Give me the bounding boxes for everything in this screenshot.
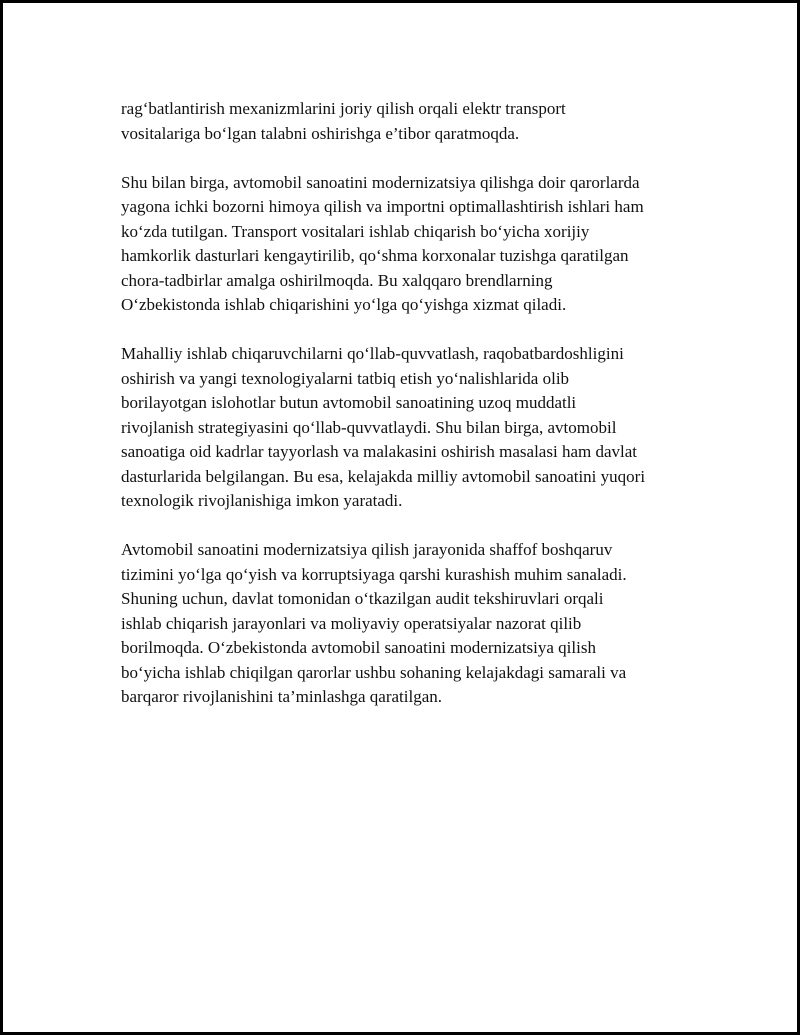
text-line: texnologik rivojlanishiga imkon yaratadi. xyxy=(121,491,403,510)
text-line: sanoatiga oid kadrlar tayyorlash va malakasini oshirish masalasi ham davlat xyxy=(121,442,637,461)
text-line: Shuning uchun, davlat tomonidan o‘tkazilgan audit tekshiruvlari orqali xyxy=(121,589,604,608)
text-line: dasturlarida belgilangan. Bu esa, kelajakda milliy avtomobil sanoatini yuqori xyxy=(121,466,646,486)
text-line: rivojlanish strategiyasini qo‘llab-quvvatlaydi. Shu bilan birga, avtomobil xyxy=(121,417,617,437)
text-line: vositalariga bo‘lgan talabni oshirishga e’tibor qaratmoqda. xyxy=(121,123,520,143)
text-line: chora-tadbirlar amalga oshirilmoqda. Bu xalqqaro brendlarning xyxy=(121,270,553,290)
paragraph-1 xyxy=(121,97,711,146)
text-line: borilayotgan islohotlar butun avtomobil sanoatining uzoq muddatli xyxy=(121,393,577,412)
text-line: rag‘batlantirish mexanizmlarini joriy qilish orqali elektr transport xyxy=(121,99,566,118)
text-line: Mahalliy ishlab chiqaruvchilarni qo‘llab-quvvatlash, raqobatbardoshligini xyxy=(121,344,624,363)
text-line: O‘zbekistonda ishlab chiqarishini yo‘lga qo‘yishga xizmat qiladi. xyxy=(121,295,567,314)
text-line: ishlab chiqarish jarayonlari va moliyaviy operatsiyalar nazorat qilib xyxy=(121,613,582,633)
text-line: yagona ichki bozorni himoya qilish va importni optimallashtirish ishlari ham xyxy=(121,197,644,216)
text-line: barqaror rivojlanishini ta’minlashga qaratilgan. xyxy=(121,687,443,706)
paragraph-4 xyxy=(121,538,711,710)
text-line: ko‘zda tutilgan. Transport vositalari ishlab chiqarish bo‘yicha xorijiy xyxy=(121,221,590,241)
text-line: borilmoqda. O‘zbekistonda avtomobil sanoatini modernizatsiya qilish xyxy=(121,638,596,657)
text-line: hamkorlik dasturlari kengaytirilib, qo‘shma korxonalar tuzishga qaratilgan xyxy=(121,246,629,265)
text-line: oshirish va yangi texnologiyalarni tatbiq etish yo‘nalishlarida olib xyxy=(121,368,570,388)
text-line: Avtomobil sanoatini modernizatsiya qilish jarayonida shaffof boshqaruv xyxy=(121,540,613,559)
text-line: Shu bilan birga, avtomobil sanoatini modernizatsiya qilishga doir qarorlarda xyxy=(121,172,640,192)
document-body xyxy=(121,97,711,734)
text-line: tizimini yo‘lga qo‘yish va korruptsiyaga qarshi kurashish muhim sanaladi. xyxy=(121,564,627,584)
paragraph-3 xyxy=(121,342,711,514)
text-line: bo‘yicha ishlab chiqilgan qarorlar ushbu sohaning kelajakdagi samarali va xyxy=(121,662,627,682)
paragraph-2 xyxy=(121,171,711,318)
